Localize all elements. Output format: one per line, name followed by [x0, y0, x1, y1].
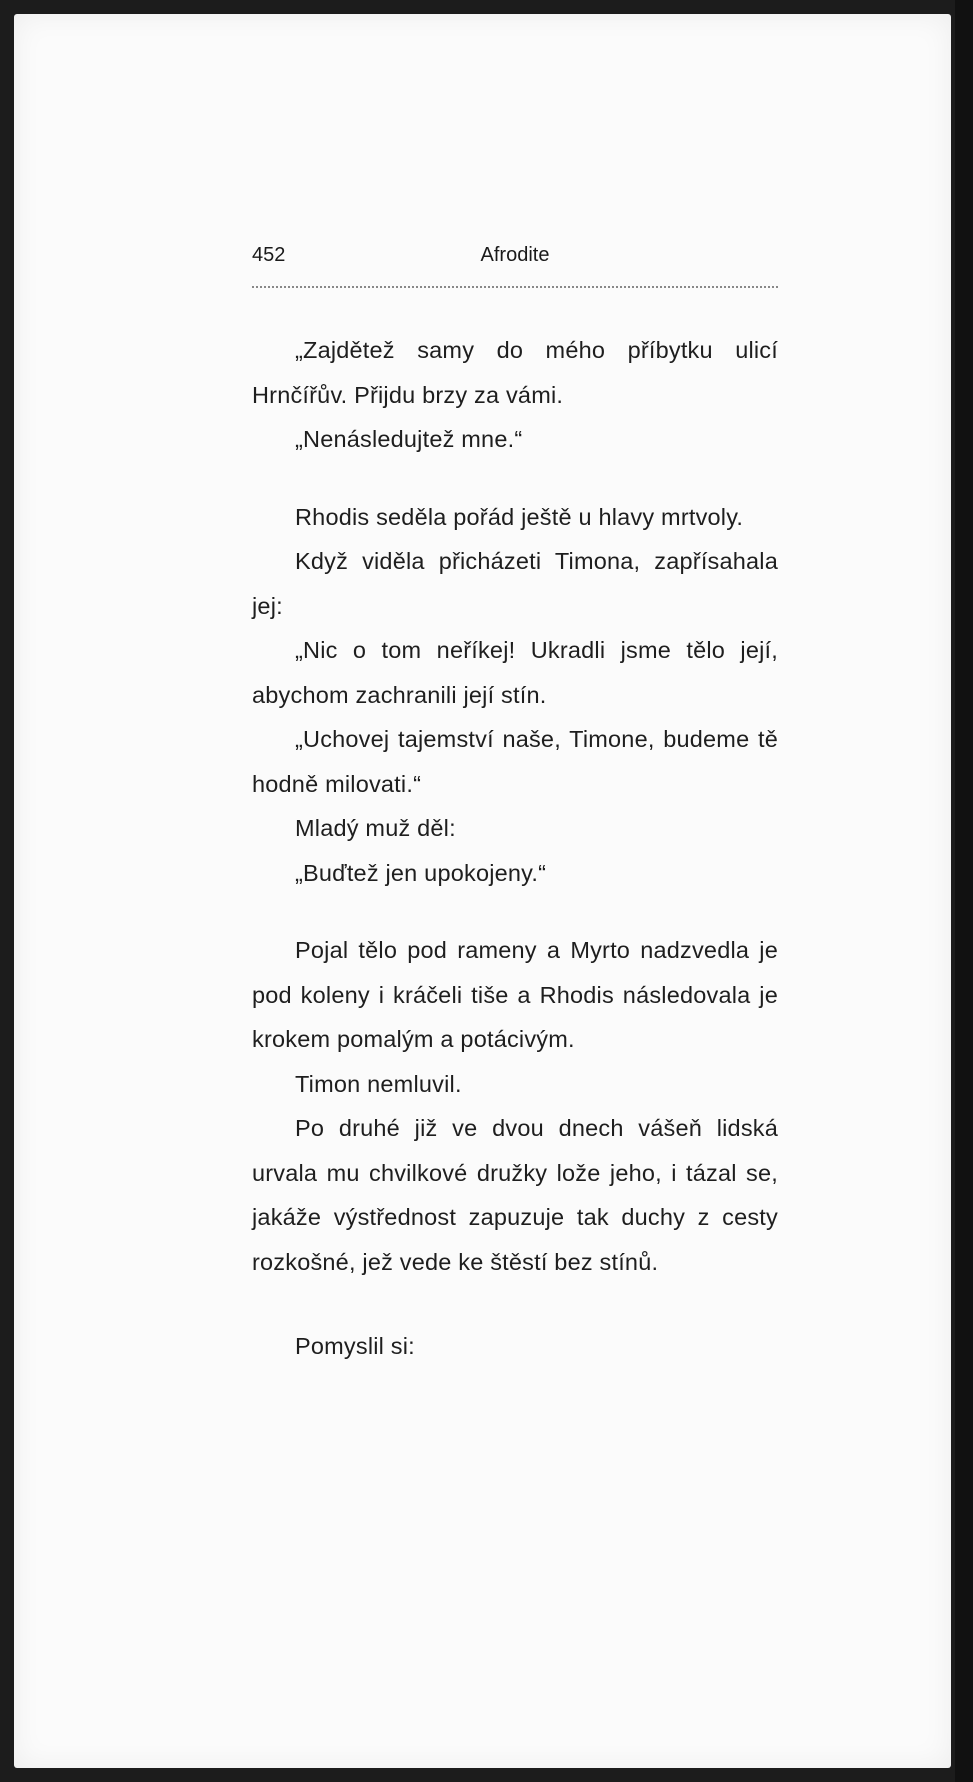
- paragraph: Pojal tělo pod rameny a Myrto nadzvedla je pod koleny i kráčeli tiše a Rhodis následovala je krokem pomalým a potácivým.: [252, 937, 778, 1052]
- page-number: 452: [252, 244, 286, 266]
- body-text: [252, 328, 778, 1369]
- paragraph: „Nic o tom neříkej! Ukradli jsme tělo její, abychom zachranili její stín.: [252, 637, 778, 708]
- paragraph: „Uchovej tajemství naše, Timone, budeme tě hodně milovati.“: [252, 726, 778, 797]
- header-divider: [252, 286, 778, 288]
- scan-edge: [955, 0, 973, 1782]
- paragraph: Rhodis seděla pořád ještě u hlavy mrtvoly.: [295, 503, 744, 530]
- paragraph: Když viděla přicházeti Timona, zapřísahala jej:: [252, 548, 778, 619]
- paragraph: Pomyslil si:: [295, 1333, 415, 1359]
- paragraph: Timon nemluvil.: [295, 1070, 462, 1097]
- paragraph: „Zajdětež samy do mého příbytku ulicí Hrnčířův. Přijdu brzy za vámi.: [252, 337, 778, 408]
- running-title: Afrodite: [480, 244, 550, 266]
- paragraph: Po druhé již ve dvou dnech vášeň lidská urvala mu chvilkové družky lože jeho, i tázal se, jakáže výstřednost zapuzuje tak duchy z cesty rozkošné, jež vede ke štěstí bez stínů.: [252, 1115, 778, 1275]
- running-header: [252, 240, 778, 272]
- paragraph: „Buďtež jen upokojeny.“: [295, 859, 547, 886]
- paragraph: „Nenásledujtež mne.“: [295, 426, 523, 452]
- paragraph: Mladý muž děl:: [295, 815, 456, 841]
